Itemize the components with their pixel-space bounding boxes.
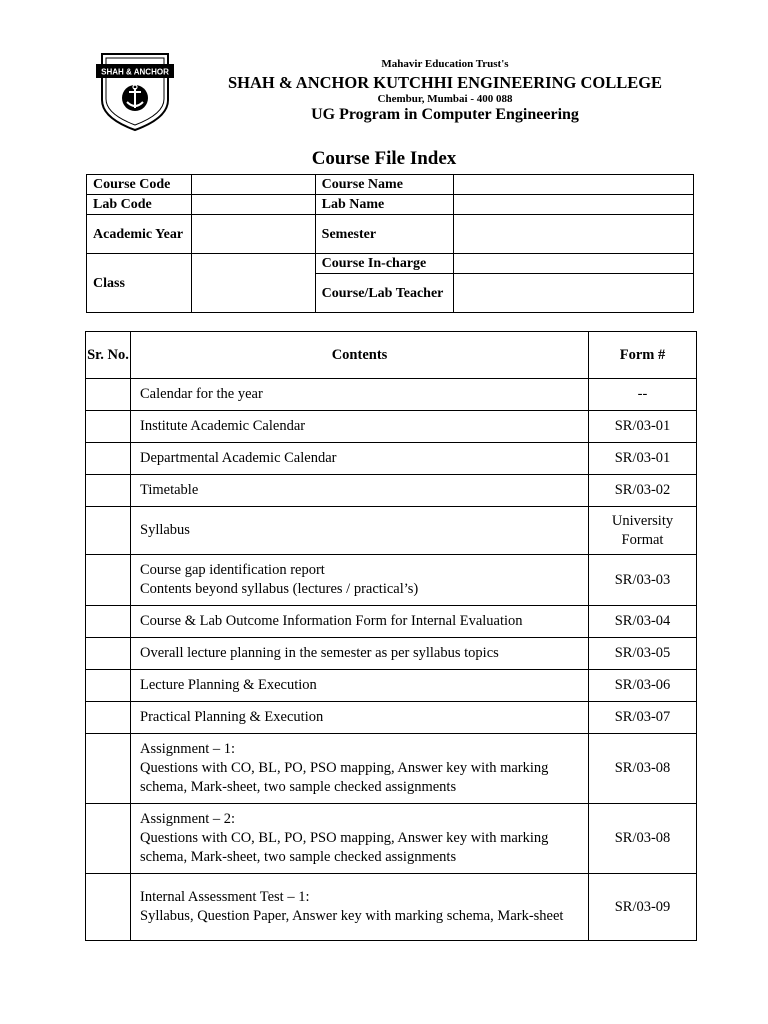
course-code-field[interactable] — [191, 175, 315, 195]
form-number-cell: SR/03-08 — [589, 734, 697, 804]
lab-code-field[interactable] — [191, 195, 315, 215]
table-row — [86, 379, 697, 411]
contents-line: Calendar for the year — [140, 386, 263, 402]
course-name-label: Course Name — [315, 175, 453, 195]
contents-cell — [131, 702, 589, 734]
form-number-cell: SR/03-01 — [589, 411, 697, 443]
form-number-cell: -- — [589, 379, 697, 411]
sr-no-header: Sr. No. — [86, 332, 131, 379]
sr-no-cell — [86, 702, 131, 734]
contents-line: Contents beyond syllabus (lectures / practical’s) — [140, 581, 419, 597]
contents-table — [85, 331, 697, 941]
sr-no-cell — [86, 555, 131, 606]
course-lab-teacher-label: Course/Lab Teacher — [315, 274, 453, 313]
contents-line: Departmental Academic Calendar — [140, 450, 337, 466]
trust-name: Mahavir Education Trust's — [381, 58, 509, 70]
contents-line: Practical Planning & Execution — [140, 709, 324, 725]
table-row — [86, 555, 697, 606]
sr-no-cell — [86, 874, 131, 941]
contents-line: Assignment – 2: — [140, 811, 236, 827]
contents-cell — [131, 638, 589, 670]
sr-no-cell — [86, 507, 131, 555]
contents-cell — [131, 734, 589, 804]
contents-cell — [131, 475, 589, 507]
lab-name-label: Lab Name — [315, 195, 453, 215]
sr-no-cell — [86, 606, 131, 638]
contents-line: Syllabus — [140, 522, 190, 538]
academic-year-field[interactable] — [191, 215, 315, 254]
sr-no-cell — [86, 670, 131, 702]
form-number-cell: SR/03-06 — [589, 670, 697, 702]
form-number-cell: SR/03-02 — [589, 475, 697, 507]
form-number-cell: University Format — [589, 507, 697, 555]
contents-cell — [131, 379, 589, 411]
sr-no-cell — [86, 411, 131, 443]
sr-no-cell — [86, 443, 131, 475]
course-info-table — [86, 174, 694, 313]
table-row — [86, 874, 697, 941]
logo-text: SHAH & ANCHOR — [101, 67, 169, 77]
lab-code-label: Lab Code — [87, 195, 192, 215]
lab-name-field[interactable] — [453, 195, 693, 215]
college-name: SHAH & ANCHOR KUTCHHI ENGINEERING COLLEGE — [227, 73, 663, 92]
table-row — [86, 804, 697, 874]
course-incharge-field[interactable] — [453, 254, 693, 274]
contents-line: Internal Assessment Test – 1: — [140, 889, 310, 905]
form-number-cell: SR/03-03 — [589, 555, 697, 606]
contents-line: Course gap identification report — [140, 562, 325, 578]
table-row — [86, 475, 697, 507]
table-row — [86, 734, 697, 804]
class-label: Class — [87, 254, 192, 313]
sr-no-cell — [86, 379, 131, 411]
form-header: Form # — [589, 332, 697, 379]
college-logo — [94, 52, 176, 132]
form-number-cell: SR/03-08 — [589, 804, 697, 874]
table-row — [86, 702, 697, 734]
sr-no-cell — [86, 804, 131, 874]
contents-header: Contents — [131, 332, 589, 379]
course-lab-teacher-field[interactable] — [453, 274, 693, 313]
form-number-cell: SR/03-07 — [589, 702, 697, 734]
class-field[interactable] — [191, 254, 315, 313]
contents-cell — [131, 874, 589, 941]
table-row — [86, 606, 697, 638]
contents-cell — [131, 670, 589, 702]
table-row — [86, 507, 697, 555]
semester-label: Semester — [315, 215, 453, 254]
contents-line: Timetable — [140, 482, 199, 498]
contents-cell — [131, 443, 589, 475]
course-name-field[interactable] — [453, 175, 693, 195]
page-title: Course File Index — [311, 148, 457, 169]
contents-cell — [131, 606, 589, 638]
table-row — [86, 411, 697, 443]
table-row — [86, 443, 697, 475]
sr-no-cell — [86, 475, 131, 507]
form-number-cell: SR/03-01 — [589, 443, 697, 475]
table-row — [86, 638, 697, 670]
course-code-label: Course Code — [87, 175, 192, 195]
contents-line: Assignment – 1: — [140, 741, 236, 757]
contents-cell — [131, 507, 589, 555]
semester-field[interactable] — [453, 215, 693, 254]
program-name: UG Program in Computer Engineering — [311, 106, 579, 123]
contents-cell — [131, 804, 589, 874]
contents-line: Lecture Planning & Execution — [140, 677, 317, 693]
contents-cell — [131, 411, 589, 443]
academic-year-label: Academic Year — [87, 215, 192, 254]
contents-line: Questions with CO, BL, PO, PSO mapping, Answer key with marking schema, Mark-sheet, two sample checked assignments — [140, 830, 549, 865]
contents-line: Institute Academic Calendar — [140, 418, 306, 434]
college-address: Chembur, Mumbai - 400 088 — [377, 93, 513, 105]
contents-cell — [131, 555, 589, 606]
form-number-cell: SR/03-05 — [589, 638, 697, 670]
sr-no-cell — [86, 638, 131, 670]
table-row — [86, 670, 697, 702]
contents-line: Course & Lab Outcome Information Form for Internal Evaluation — [140, 613, 523, 629]
contents-line: Questions with CO, BL, PO, PSO mapping, Answer key with marking schema, Mark-sheet, two sample checked assignments — [140, 760, 549, 795]
contents-line: Syllabus, Question Paper, Answer key with marking schema, Mark-sheet — [140, 908, 564, 924]
form-number-cell: SR/03-09 — [589, 874, 697, 941]
contents-line: Overall lecture planning in the semester as per syllabus topics — [140, 645, 499, 661]
sr-no-cell — [86, 734, 131, 804]
course-incharge-label: Course In-charge — [315, 254, 453, 274]
form-number-cell: SR/03-04 — [589, 606, 697, 638]
